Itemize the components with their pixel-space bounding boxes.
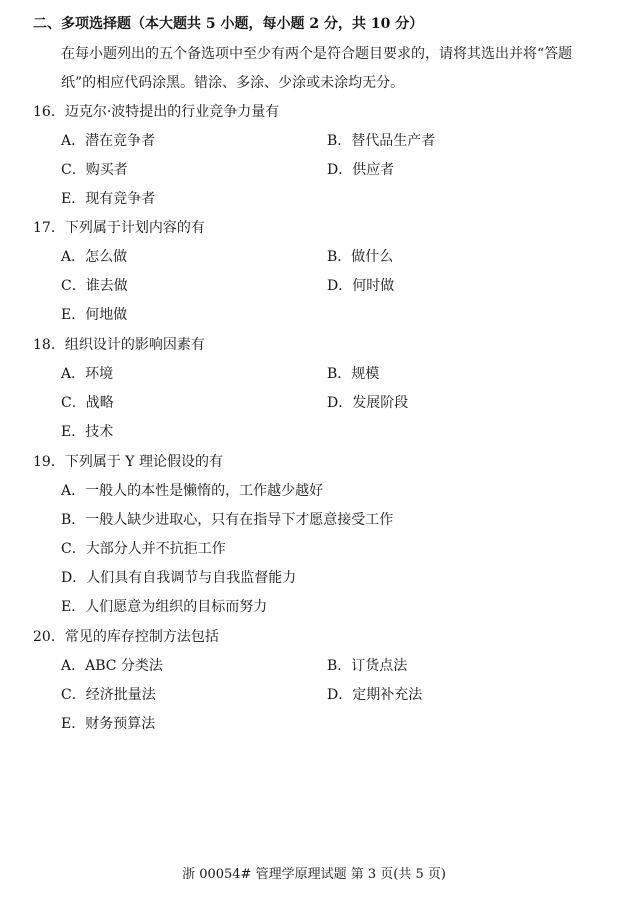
q20-option-b: B．订货点法 xyxy=(327,658,408,674)
q16-option-d: D．供应者 xyxy=(327,162,395,178)
q19-option-b: B．一般人缺少进取心，只有在指导下才愿意接受工作 xyxy=(61,512,394,528)
q19-option-c: C．大部分人并不抗拒工作 xyxy=(61,541,226,557)
question-16-stem: 16．迈克尔·波特提出的行业竞争力量有 xyxy=(33,104,280,120)
q18-option-b: B．规模 xyxy=(327,366,380,382)
q19-option-a: A．一般人的本性是懒惰的，工作越少越好 xyxy=(61,483,324,499)
q17-option-a: A．怎么做 xyxy=(61,249,128,265)
q18-option-c: C．战略 xyxy=(61,395,114,411)
q19-option-e: E．人们愿意为组织的目标而努力 xyxy=(61,599,268,615)
q20-option-c: C．经济批量法 xyxy=(61,687,156,703)
section-title: 二、多项选择题（本大题共 5 小题，每小题 2 分，共 10 分） xyxy=(33,16,424,32)
q18-option-d: D．发展阶段 xyxy=(327,395,409,411)
question-17-stem: 17．下列属于计划内容的有 xyxy=(33,220,205,236)
q19-option-d: D．人们具有自我调节与自我监督能力 xyxy=(61,570,297,586)
question-20-stem: 20．常见的库存控制方法包括 xyxy=(33,629,219,645)
q16-option-a: A．潜在竞争者 xyxy=(61,133,156,149)
question-19-stem: 19．下列属于 Y 理论假设的有 xyxy=(33,454,223,470)
q18-option-e: E．技术 xyxy=(61,424,114,440)
q16-option-c: C．购买者 xyxy=(61,162,128,178)
q20-option-e: E．财务预算法 xyxy=(61,716,156,732)
q17-option-d: D．何时做 xyxy=(327,278,395,294)
question-18-stem: 18．组织设计的影响因素有 xyxy=(33,337,205,353)
section-instructions: 在每小题列出的五个备选项中至少有两个是符合题目要求的，请将其选出并将“答题纸”的相应代码涂黑。错涂、多涂、少涂或未涂均无分。 xyxy=(61,46,573,91)
q18-option-a: A．环境 xyxy=(61,366,114,382)
q17-option-e: E．何地做 xyxy=(61,307,128,323)
q16-option-b: B．替代品生产者 xyxy=(327,133,436,149)
q20-option-a: A．ABC 分类法 xyxy=(61,658,163,674)
q16-option-e: E．现有竞争者 xyxy=(61,191,156,207)
page-footer: 浙 00054# 管理学原理试题 第 3 页(共 5 页) xyxy=(182,867,446,882)
q20-option-d: D．定期补充法 xyxy=(327,687,423,703)
q17-option-b: B．做什么 xyxy=(327,249,394,265)
q17-option-c: C．谁去做 xyxy=(61,278,128,294)
